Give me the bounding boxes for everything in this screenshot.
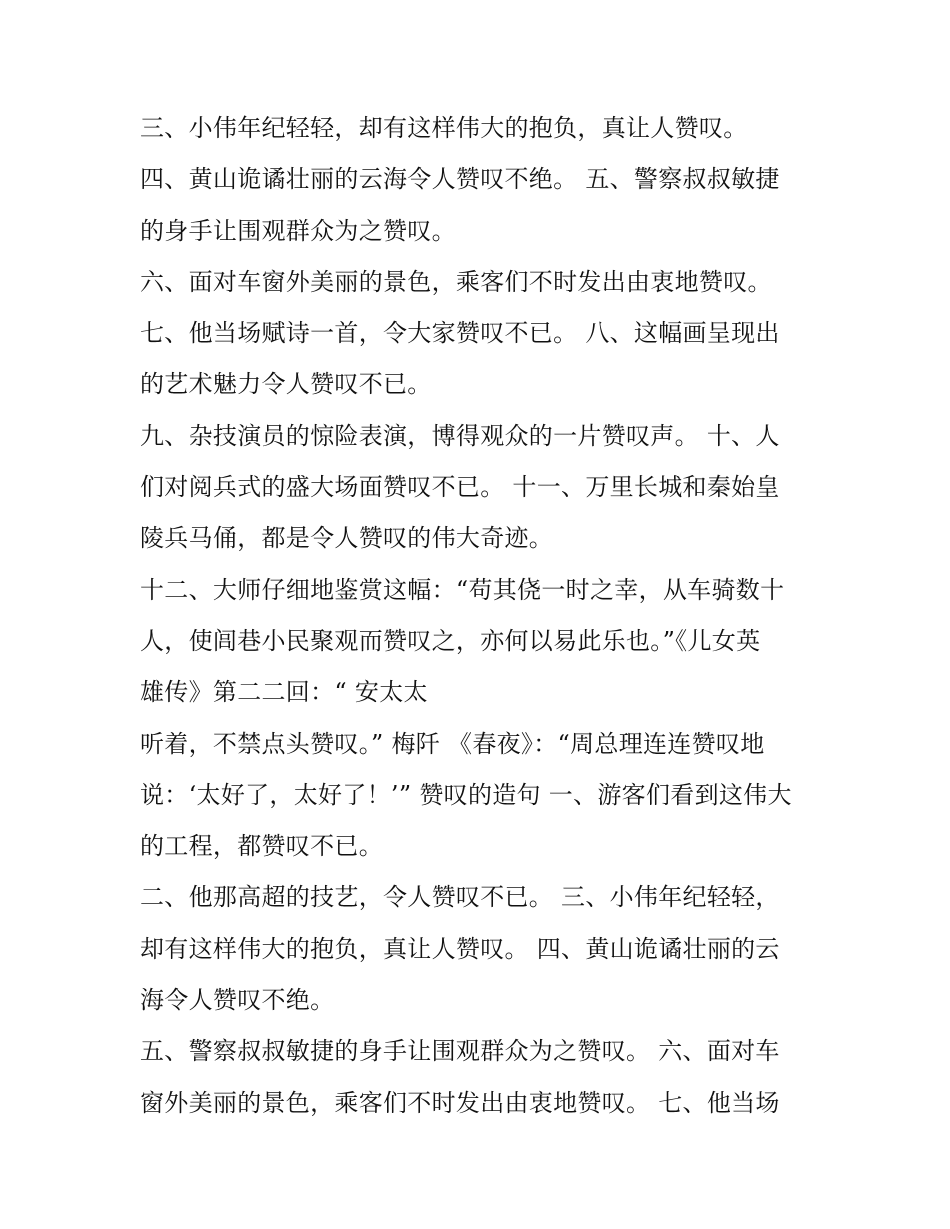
text-line: 九、杂技演员的惊险表演，博得观众的一片赞叹声。 十、人 xyxy=(140,421,780,450)
text-line: 海令人赞叹不绝。 xyxy=(140,986,335,1015)
text-line: 的工程，都赞叹不已。 xyxy=(140,832,383,861)
text-line: 窗外美丽的景色，乘客们不时发出由衷地赞叹。 七、他当场 xyxy=(140,1088,780,1117)
text-line: 十二、大师仔细地鉴赏这幅：“苟其侥一时之幸，从车骑数十 xyxy=(140,575,785,604)
text-line: 的身手让围观群众为之赞叹。 xyxy=(140,216,456,245)
text-line: 的艺术魅力令人赞叹不已。 xyxy=(140,370,432,399)
text-line: 们对阅兵式的盛大场面赞叹不已。 十一、万里长城和秦始皇 xyxy=(140,473,780,502)
text-line: 人，使闾巷小民聚观而赞叹之，亦何以易此乐也。”《儿女英 xyxy=(140,626,761,655)
text-line: 七、他当场赋诗一首，令大家赞叹不已。 八、这幅画呈现出 xyxy=(140,319,780,348)
text-line: 五、警察叔叔敏捷的身手让围观群众为之赞叹。 六、面对车 xyxy=(140,1037,780,1066)
text-line: 二、他那高超的技艺，令人赞叹不已。 三、小伟年纪轻轻， xyxy=(140,883,780,912)
text-line: 说：‘太好了，太好了！’” 赞叹的造句 一、游客们看到这伟大 xyxy=(140,780,792,809)
text-line: 三、小伟年纪轻轻，却有这样伟大的抱负，真让人赞叹。 xyxy=(140,114,748,142)
text-line: 陵兵马俑，都是令人赞叹的伟大奇迹。 xyxy=(140,524,554,553)
text-line: 却有这样伟大的抱负，真让人赞叹。 四、黄山诡谲壮丽的云 xyxy=(140,934,780,963)
text-line: 六、面对车窗外美丽的景色，乘客们不时发出由衷地赞叹。 xyxy=(140,267,772,296)
text-line: 听着，不禁点头赞叹。” 梅阡 《春夜》：“周总理连连赞叹地 xyxy=(140,729,765,758)
text-line: 四、黄山诡谲壮丽的云海令人赞叹不绝。 五、警察叔叔敏捷 xyxy=(140,165,780,194)
document-body xyxy=(140,103,820,1129)
text-line: 雄传》第二二回：“ 安太太 xyxy=(140,678,428,707)
